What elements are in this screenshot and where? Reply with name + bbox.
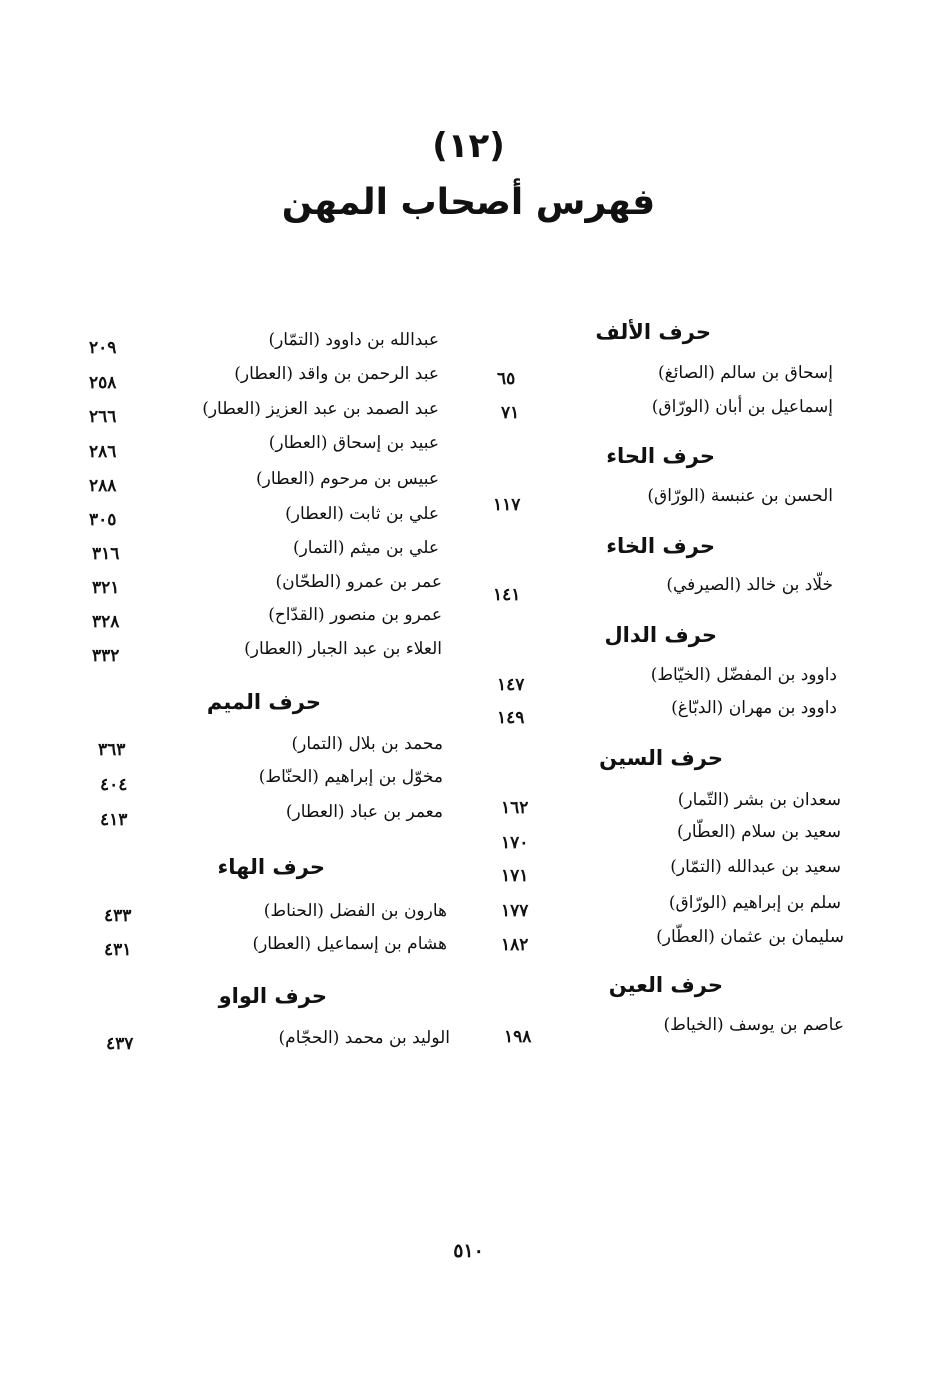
entry-page: ١٧٧ xyxy=(501,901,529,921)
entry-page: ٢٦٦ xyxy=(89,407,117,427)
entry-name: عبدالله بن داوود (التمّار) xyxy=(268,330,439,350)
entry-name: الحسن بن عنبسة (الورّاق) xyxy=(647,486,833,506)
entry-page: ١٨٢ xyxy=(501,935,529,955)
entry-page: ٣٣٢ xyxy=(92,646,120,666)
entry-page: ٤٠٤ xyxy=(100,775,128,795)
letter-heading: حرف الخاء xyxy=(606,534,715,558)
entry-name: سعيد بن سلام (العطّار) xyxy=(677,822,841,842)
entry-page: ٢٨٨ xyxy=(89,476,117,496)
entry-page: ٦٥ xyxy=(497,369,516,389)
entry-name: العلاء بن عبد الجبار (العطار) xyxy=(244,639,442,659)
entry-page: ١٤٩ xyxy=(497,708,525,728)
entry-page: ٣٦٣ xyxy=(98,740,126,760)
letter-heading: حرف الميم xyxy=(206,690,321,714)
entry-name: عاصم بن يوسف (الخياط) xyxy=(663,1015,844,1035)
entry-name: سعدان بن بشر (التّمار) xyxy=(677,790,841,810)
letter-heading: حرف الحاء xyxy=(606,444,715,468)
entry-name: إسماعيل بن أبان (الورّاق) xyxy=(651,397,833,417)
letter-heading: حرف العين xyxy=(608,973,723,997)
entry-name: سعيد بن عبدالله (التمّار) xyxy=(670,857,841,877)
entry-name: سلم بن إبراهيم (الورّاق) xyxy=(668,893,841,913)
entry-name: الوليد بن محمد (الحجّام) xyxy=(278,1028,450,1048)
entry-name: داوود بن مهران (الدبّاغ) xyxy=(671,698,837,718)
entry-name: عبد الرحمن بن واقد (العطار) xyxy=(234,364,439,384)
entry-name: عبيد بن إسحاق (العطار) xyxy=(268,433,439,453)
entry-name: معمر بن عباد (العطار) xyxy=(285,802,443,822)
entry-name: مخوّل بن إبراهيم (الحنّاط) xyxy=(258,767,443,787)
entry-page: ٤٣٧ xyxy=(106,1034,134,1054)
entry-name: داوود بن المفضّل (الخيّاط) xyxy=(650,665,837,685)
entry-page: ١١٧ xyxy=(493,495,521,515)
entry-page: ٢٠٩ xyxy=(89,338,117,358)
entry-page: ١٦٢ xyxy=(501,798,529,818)
entry-page: ٧١ xyxy=(501,403,520,423)
entry-page: ١٤١ xyxy=(493,585,521,605)
letter-heading: حرف الدال xyxy=(604,623,717,647)
entry-page: ٢٨٦ xyxy=(89,442,117,462)
entry-name: سليمان بن عثمان (العطّار) xyxy=(656,927,844,947)
entry-name: علي بن ميثم (التمار) xyxy=(292,538,439,558)
letter-heading: حرف الواو xyxy=(218,984,327,1008)
entry-page: ١٩٨ xyxy=(504,1027,532,1047)
entry-page: ٤٣٣ xyxy=(104,906,132,926)
chapter-title: فهرس أصحاب المهن xyxy=(281,182,656,223)
entry-page: ٣٠٥ xyxy=(89,510,117,530)
chapter-number: (١٢) xyxy=(432,126,505,166)
entry-name: عمرو بن منصور (القدّاح) xyxy=(268,605,442,625)
entry-page: ١٧٠ xyxy=(501,833,529,853)
entry-name: عبد الصمد بن عبد العزيز (العطار) xyxy=(202,399,439,419)
entry-name: هشام بن إسماعيل (العطار) xyxy=(252,934,447,954)
entry-page: ٢٥٨ xyxy=(89,373,117,393)
entry-page: ٣٢١ xyxy=(92,578,120,598)
entry-name: إسحاق بن سالم (الصائغ) xyxy=(658,363,833,383)
entry-page: ٤٣١ xyxy=(104,940,132,960)
letter-heading: حرف الهاء xyxy=(217,855,325,879)
entry-name: عبيس بن مرحوم (العطار) xyxy=(256,469,439,489)
letter-heading: حرف الألف xyxy=(595,320,711,344)
entry-page: ١٤٧ xyxy=(497,675,525,695)
entry-name: محمد بن بلال (التمار) xyxy=(291,734,443,754)
entry-page: ٣٢٨ xyxy=(92,612,120,632)
entry-name: علي بن ثابت (العطار) xyxy=(285,504,439,524)
entry-name: هارون بن الفضل (الحناط) xyxy=(263,901,447,921)
entry-page: ١٧١ xyxy=(501,866,529,886)
page-number: ٥١٠ xyxy=(453,1240,484,1262)
entry-page: ٤١٣ xyxy=(100,810,128,830)
entry-page: ٣١٦ xyxy=(92,544,120,564)
letter-heading: حرف السين xyxy=(599,746,723,770)
entry-name: عمر بن عمرو (الطحّان) xyxy=(275,572,442,592)
entry-name: خلّاد بن خالد (الصيرفي) xyxy=(666,575,833,595)
